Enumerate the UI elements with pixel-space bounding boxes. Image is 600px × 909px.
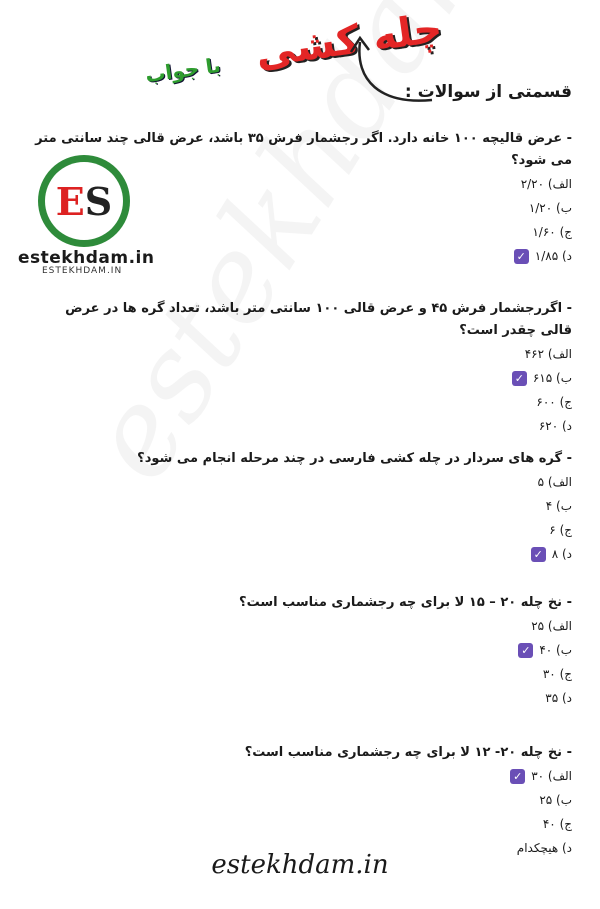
answer-option	[32, 342, 572, 366]
question-text: - عرض قالیچه ۱۰۰ خانه دارد. اگر رجشمار فرش ۳۵ باشد، عرض قالی چند سانتی متر می شود؟	[35, 131, 572, 168]
answer-option-label: ج) ۴۰	[542, 817, 572, 831]
answer-option-label: الف) ۳۰	[531, 769, 572, 783]
check-icon: ✓	[510, 769, 525, 784]
answer-option	[32, 614, 572, 638]
question-block	[32, 592, 572, 710]
answer-option	[32, 414, 572, 438]
answer-option	[32, 542, 572, 566]
answer-option-label: د) ۸	[551, 547, 572, 561]
answer-option-label: ج) ۶۰۰	[536, 395, 572, 409]
check-icon: ✓	[518, 643, 533, 658]
answer-option	[32, 470, 572, 494]
answer-option	[32, 220, 572, 244]
answer-option-label: د) ۳۵	[545, 691, 572, 705]
answer-option-label: ج) ۱/۶۰	[532, 225, 572, 239]
answer-option	[32, 812, 572, 836]
answer-option-label: ج) ۳۰	[542, 667, 572, 681]
section-label: قسمتی از سوالات :	[404, 82, 572, 102]
answer-option-label: الف) ۵	[537, 475, 572, 489]
answer-option-label: ب) ۴	[545, 499, 572, 513]
answer-option-label: ب) ۴۰	[539, 643, 572, 657]
title-sub: با جواب	[143, 52, 223, 88]
answer-option-label: الف) ۴۶۲	[524, 347, 572, 361]
question-block	[32, 298, 572, 438]
answer-option	[32, 764, 572, 788]
answer-option	[32, 662, 572, 686]
answer-option-label: الف) ۲۵	[531, 619, 572, 633]
answer-option	[32, 686, 572, 710]
answer-option-label: ج) ۶	[549, 523, 572, 537]
answer-option-label: ب) ۱/۲۰	[528, 201, 572, 215]
logo-letter-e: E	[55, 178, 85, 224]
question-text: - گره های سردار در چله کشی فارسی در چند مرحله انجام می شود؟	[137, 451, 572, 466]
answer-option-label: ب) ۶۱۵	[532, 371, 572, 385]
answer-option-label: د) هیچکدام	[516, 841, 572, 855]
logo-site-caps: ESTEKHDAM.IN	[42, 266, 123, 276]
check-icon: ✓	[531, 547, 546, 562]
answer-option	[32, 390, 572, 414]
answer-option-label: الف) ۲/۲۰	[520, 177, 572, 191]
answer-option	[32, 638, 572, 662]
answer-option	[32, 244, 572, 268]
question-text: - اگررجشمار فرش ۴۵ و عرض قالی ۱۰۰ سانتی متر باشد، تعداد گره ها در عرض قالی چقدر است؟	[65, 301, 572, 338]
question-block	[32, 742, 572, 860]
answer-option	[32, 788, 572, 812]
answer-option-label: د) ۱/۸۵	[534, 249, 572, 263]
question-block	[32, 128, 572, 268]
check-icon: ✓	[512, 371, 527, 386]
answer-option	[32, 494, 572, 518]
answer-option	[32, 172, 572, 196]
logo-site: estekhdam.in	[18, 248, 155, 268]
answer-option-label: ب) ۲۵	[539, 793, 572, 807]
answer-option	[32, 196, 572, 220]
title-main: چله کشی	[252, 5, 446, 77]
answer-option	[32, 518, 572, 542]
question-text: - نخ چله ۲۰ – ۱۵ لا برای چه رجشماری مناسب است؟	[239, 595, 572, 610]
logo-letter-s: S	[84, 178, 113, 224]
question-block	[32, 448, 572, 566]
answer-option-label: د) ۶۲۰	[538, 419, 572, 433]
check-icon: ✓	[514, 249, 529, 264]
footer-site: estekhdam.in	[211, 850, 389, 880]
question-text: - نخ چله ۲۰- ۱۲ لا برای چه رجشماری مناسب است؟	[244, 745, 572, 760]
header	[0, 0, 600, 120]
answer-option	[32, 366, 572, 390]
